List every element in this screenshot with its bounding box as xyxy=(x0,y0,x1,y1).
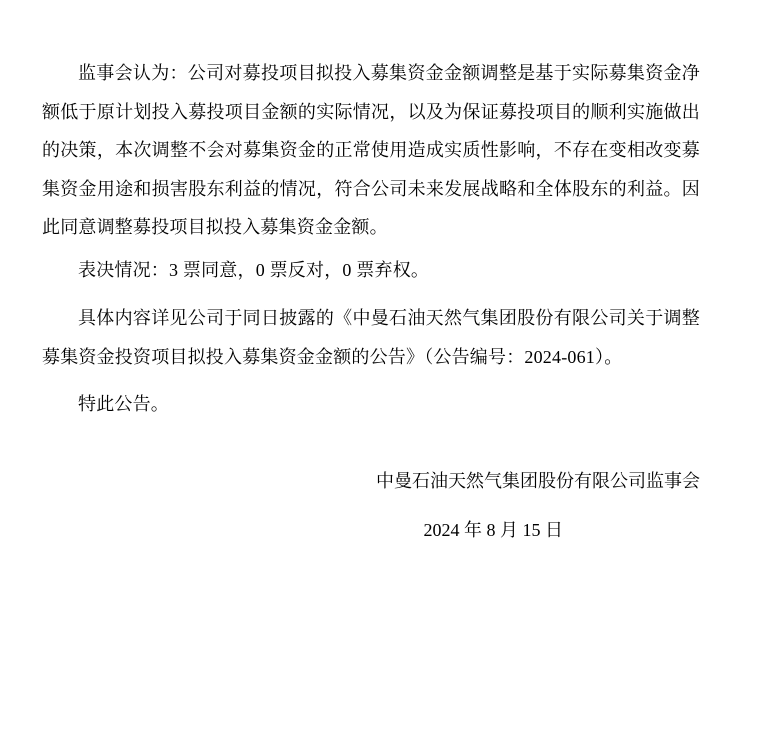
paragraph-voting-result: 表决情况：3 票同意，0 票反对，0 票弃权。 xyxy=(78,259,430,280)
document-content xyxy=(42,0,700,550)
date-line: 2024 年 8 月 15 日 xyxy=(423,520,563,540)
paragraph-supervisory-opinion: 监事会认为：公司对募投项目拟投入募集资金金额调整是基于实际募集资金净额低于原计划投入募投项目金额的实际情况，以及为保证募投项目的顺利实施做出的决策，本次调整不会对募集资金的正常使用造成实质性影响，不存在变相改变募集资金用途和损害股东利益的情况，符合公司未来发展战略和全体股东的利益。因此同意调整募投项目拟投入募集资金金额。 xyxy=(42,63,700,237)
signature-line: 中曼石油天然气集团股份有限公司监事会 xyxy=(376,470,700,491)
paragraph-closing: 特此公告。 xyxy=(78,394,169,414)
paragraph-reference-announcement: 具体内容详见公司于同日披露的《中曼石油天然气集团股份有限公司关于调整募集资金投资项目拟投入募集资金金额的公告》（公告编号：2024-061）。 xyxy=(42,308,700,367)
